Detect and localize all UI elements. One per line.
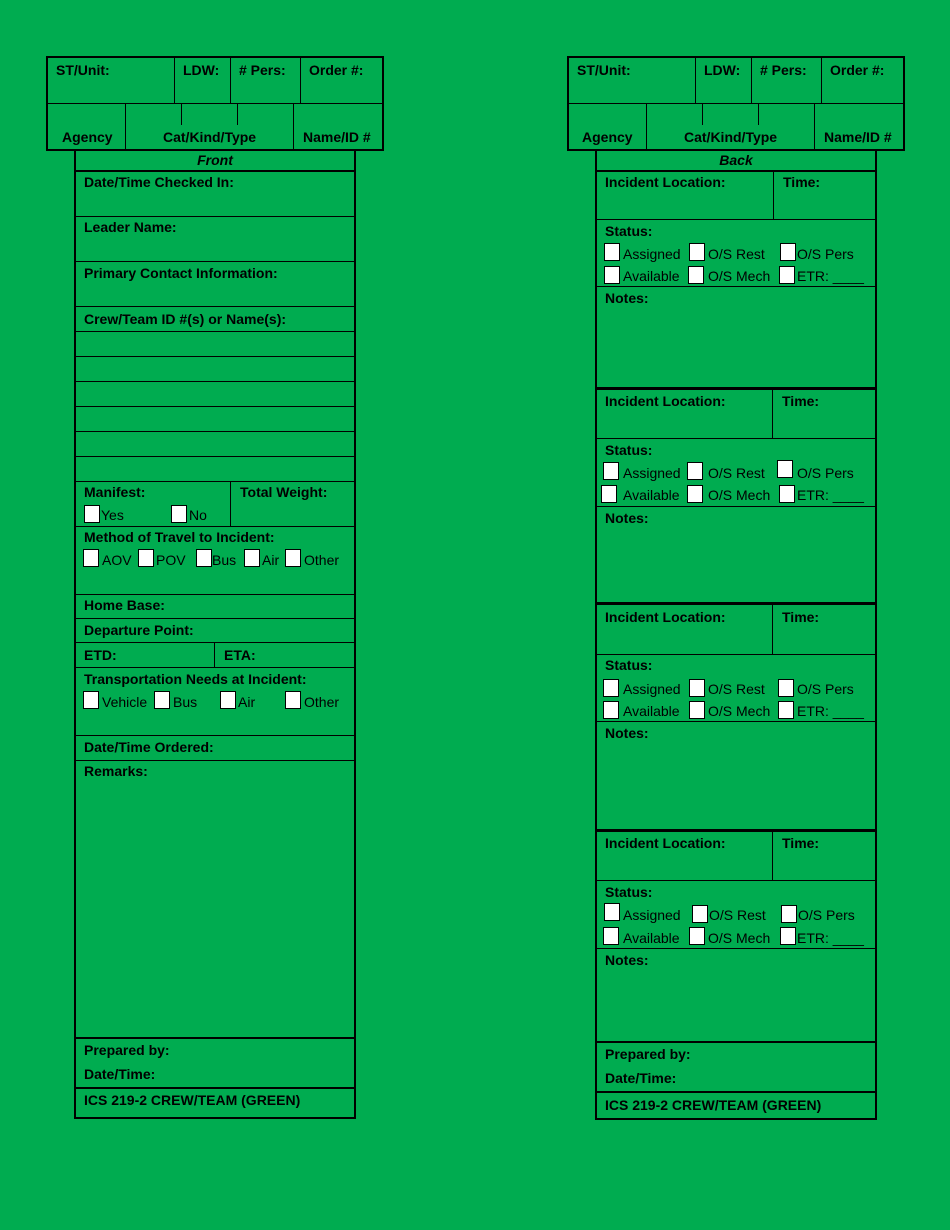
divider [772,831,773,880]
travel-aov-checkbox[interactable] [83,549,99,567]
divider [74,431,356,432]
divider [814,103,815,150]
status-os-mech-label: O/S Mech [708,703,771,719]
divider [821,56,822,103]
date-time-label: Date/Time: [605,1070,677,1086]
status-os-rest-label: O/S Rest [708,246,765,262]
status-available-label: Available [623,268,680,284]
divider [74,735,356,736]
divider [230,481,231,526]
divider [595,219,877,220]
status-os-mech-checkbox[interactable] [689,701,705,719]
agency-label: Agency [62,129,113,145]
divider [74,306,356,307]
time-label: Time: [782,835,820,851]
st-unit-label: ST/Unit: [577,62,631,78]
travel-pov-checkbox[interactable] [138,549,154,567]
status-etr-label: ETR: ____ [797,930,864,946]
status-label: Status: [605,223,653,239]
divider [772,389,773,438]
transport-vehicle-label: Vehicle [102,694,148,710]
travel-other-checkbox[interactable] [285,549,301,567]
divider [74,642,356,643]
divider [595,721,877,722]
divider [174,56,175,103]
manifest-no-label: No [189,507,207,523]
status-os-pers-label: O/S Pers [798,907,855,923]
divider [74,618,356,619]
st-unit-label: ST/Unit: [56,62,110,78]
home-base-label: Home Base: [84,597,165,613]
divider [595,1041,877,1043]
travel-pov-label: POV [156,552,186,568]
status-os-pers-checkbox[interactable] [780,243,796,261]
form-footer: ICS 219-2 CREW/TEAM (GREEN) [84,1092,301,1108]
status-etr-checkbox[interactable] [780,927,796,945]
time-label: Time: [782,609,820,625]
status-os-mech-checkbox[interactable] [687,485,703,503]
divider [595,438,877,439]
status-etr-checkbox[interactable] [778,701,794,719]
departure-point-label: Departure Point: [84,622,194,638]
divider [702,103,703,125]
status-etr-checkbox[interactable] [779,485,795,503]
incident-location-label: Incident Location: [605,174,726,190]
divider [74,456,356,457]
ldw-label: LDW: [704,62,741,78]
divider [595,1091,877,1093]
divider [230,56,231,103]
divider [74,526,356,527]
status-assigned-checkbox[interactable] [603,462,619,480]
status-os-pers-checkbox[interactable] [781,905,797,923]
form-footer: ICS 219-2 CREW/TEAM (GREEN) [605,1097,822,1113]
transport-air-checkbox[interactable] [220,691,236,709]
manifest-no-checkbox[interactable] [171,505,187,523]
status-assigned-label: Assigned [623,465,681,481]
status-label: Status: [605,884,653,900]
primary-contact-label: Primary Contact Information: [84,265,278,281]
divider [74,381,356,382]
divider [74,667,356,668]
total-weight-label: Total Weight: [240,484,328,500]
divider [74,1087,356,1089]
divider [758,103,759,125]
status-assigned-label: Assigned [623,681,681,697]
front-header-divider [46,103,384,104]
divider [181,103,182,125]
status-os-mech-label: O/S Mech [708,268,771,284]
divider [74,594,356,595]
status-os-mech-checkbox[interactable] [689,927,705,945]
transport-bus-label: Bus [173,694,198,710]
divider [646,103,647,150]
pers-label: # Pers: [239,62,286,78]
transport-other-checkbox[interactable] [285,691,301,709]
divider [74,356,356,357]
transport-other-label: Other [304,694,340,710]
divider [74,760,356,761]
divider [74,331,356,332]
prepared-by-label: Prepared by: [605,1046,691,1062]
manifest-yes-label: Yes [101,507,124,523]
status-assigned-label: Assigned [623,246,681,262]
status-assigned-label: Assigned [623,907,681,923]
manifest-label: Manifest: [84,484,146,500]
status-os-rest-checkbox[interactable] [692,905,708,923]
divider [595,387,877,390]
travel-aov-label: AOV [102,552,132,568]
method-of-travel-label: Method of Travel to Incident: [84,529,275,545]
travel-bus-label: Bus [212,552,237,568]
date-time-ordered-label: Date/Time Ordered: [84,739,214,755]
divider [74,261,356,262]
divider [595,286,877,287]
leader-name-label: Leader Name: [84,219,177,235]
divider [595,170,877,172]
status-etr-label: ETR: ____ [797,268,864,284]
travel-air-checkbox[interactable] [244,549,260,567]
crew-team-id-label: Crew/Team ID #(s) or Name(s): [84,311,287,327]
transport-air-label: Air [238,694,256,710]
divider [74,481,356,482]
notes-label: Notes: [605,725,649,741]
incident-location-label: Incident Location: [605,609,726,625]
pers-label: # Pers: [760,62,807,78]
transport-bus-checkbox[interactable] [154,691,170,709]
status-assigned-checkbox[interactable] [604,903,620,921]
back-title: Back [719,152,753,168]
status-os-pers-label: O/S Pers [797,246,854,262]
status-os-pers-label: O/S Pers [797,681,854,697]
status-os-rest-label: O/S Rest [708,465,765,481]
status-available-label: Available [623,703,680,719]
status-etr-label: ETR: ____ [797,487,864,503]
name-id-label: Name/ID # [303,129,371,145]
status-available-label: Available [623,930,680,946]
travel-other-label: Other [304,552,340,568]
eta-label: ETA: [224,647,256,663]
divider [74,216,356,217]
status-available-label: Available [623,487,680,503]
divider [595,506,877,507]
etd-label: ETD: [84,647,117,663]
divider [595,948,877,949]
status-os-pers-checkbox[interactable] [777,460,793,478]
divider [595,654,877,655]
status-os-rest-label: O/S Rest [709,907,766,923]
divider [237,103,238,125]
prepared-by-label: Prepared by: [84,1042,170,1058]
agency-label: Agency [582,129,633,145]
status-label: Status: [605,442,653,458]
ldw-label: LDW: [183,62,220,78]
status-os-rest-checkbox[interactable] [687,462,703,480]
status-os-mech-checkbox[interactable] [688,266,704,284]
divider [751,56,752,103]
divider [695,56,696,103]
remarks-label: Remarks: [84,763,148,779]
status-os-pers-label: O/S Pers [797,465,854,481]
name-id-label: Name/ID # [824,129,892,145]
status-available-checkbox[interactable] [603,701,619,719]
order-label: Order #: [830,62,885,78]
back-header-divider [567,103,905,104]
status-os-rest-label: O/S Rest [708,681,765,697]
status-etr-checkbox[interactable] [779,266,795,284]
cat-kind-type-label: Cat/Kind/Type [684,129,778,145]
divider [595,829,877,832]
divider [595,602,877,605]
manifest-yes-checkbox[interactable] [84,505,100,523]
status-os-mech-label: O/S Mech [708,487,771,503]
time-label: Time: [782,393,820,409]
divider [300,56,301,103]
divider [772,604,773,654]
divider [773,170,774,219]
order-label: Order #: [309,62,364,78]
incident-location-label: Incident Location: [605,393,726,409]
divider [595,880,877,881]
travel-air-label: Air [262,552,280,568]
divider [74,1037,356,1039]
status-os-pers-checkbox[interactable] [778,679,794,697]
divider [125,103,126,150]
status-label: Status: [605,657,653,673]
status-assigned-checkbox[interactable] [604,243,620,261]
time-label: Time: [783,174,821,190]
cat-kind-type-label: Cat/Kind/Type [163,129,257,145]
divider [74,170,356,172]
status-available-checkbox[interactable] [601,485,617,503]
status-os-rest-checkbox[interactable] [689,243,705,261]
transportation-needs-label: Transportation Needs at Incident: [84,671,307,687]
incident-location-label: Incident Location: [605,835,726,851]
divider [293,103,294,150]
transport-vehicle-checkbox[interactable] [83,691,99,709]
status-available-checkbox[interactable] [604,266,620,284]
notes-label: Notes: [605,952,649,968]
status-etr-label: ETR: ____ [797,703,864,719]
front-title: Front [197,152,233,168]
notes-label: Notes: [605,510,649,526]
status-os-rest-checkbox[interactable] [689,679,705,697]
status-os-mech-label: O/S Mech [708,930,771,946]
divider [74,406,356,407]
travel-bus-checkbox[interactable] [196,549,212,567]
date-time-checked-in-label: Date/Time Checked In: [84,174,234,190]
status-assigned-checkbox[interactable] [603,679,619,697]
notes-label: Notes: [605,290,649,306]
divider [214,642,215,667]
status-available-checkbox[interactable] [603,927,619,945]
date-time-label: Date/Time: [84,1066,156,1082]
